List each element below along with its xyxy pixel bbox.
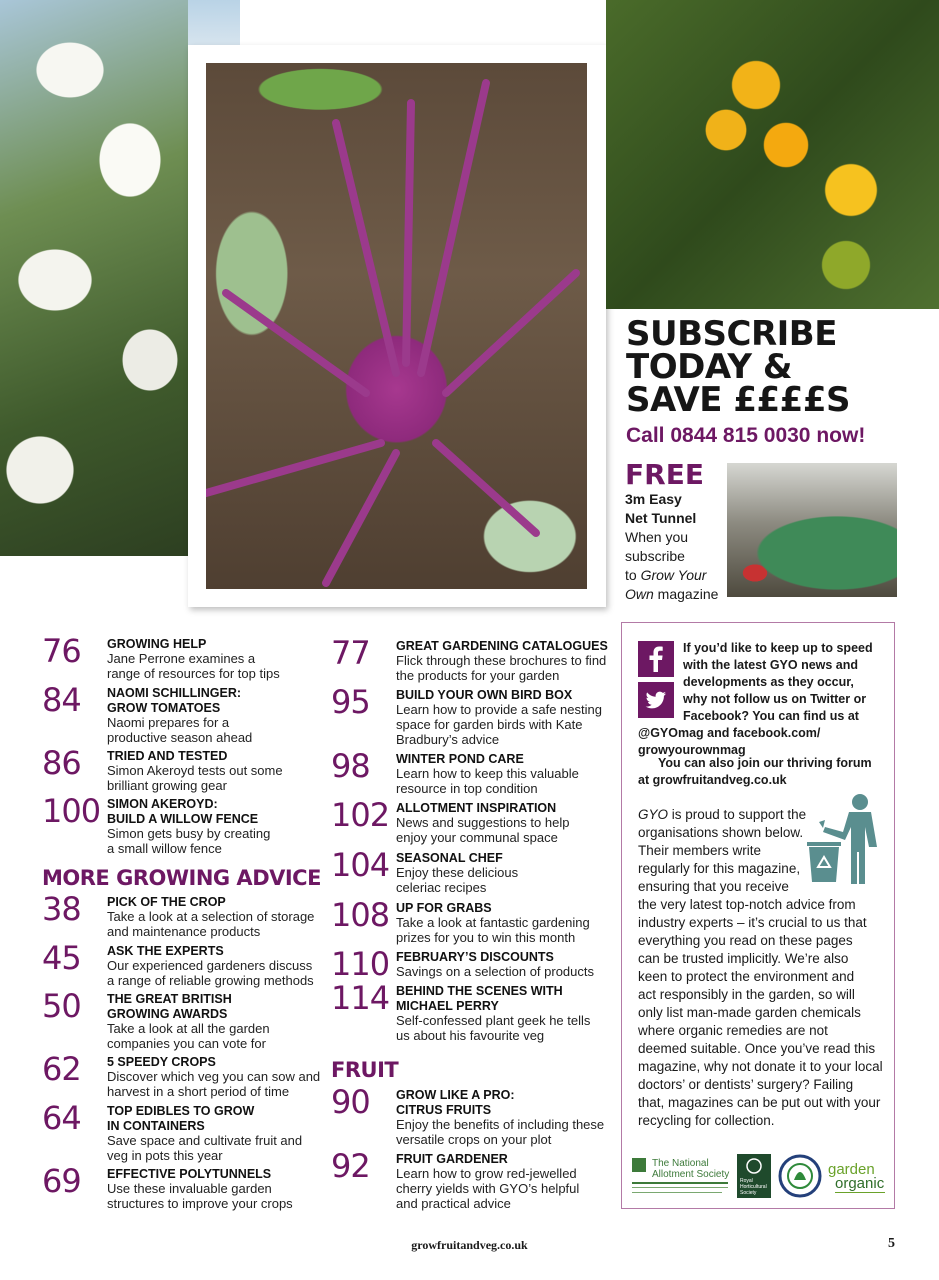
entry-title-line: BUILD A WILLOW FENCE (107, 812, 259, 826)
offer-text-fragment: magazine (653, 586, 719, 602)
entry-title (107, 749, 337, 764)
entry-description (396, 915, 616, 945)
entry-description (396, 964, 616, 979)
page-number-label: 104 (331, 846, 390, 884)
entry-desc-line: harvest in a short period of time (107, 1084, 290, 1099)
blossom-photo (0, 0, 188, 556)
organisation-logos (630, 1150, 890, 1200)
social-text-line: why not follow us on Twitter or (683, 692, 867, 706)
support-text-line: keen to protect the environment and (638, 969, 855, 984)
offer-free-label: FREE (625, 458, 704, 491)
entry-title (396, 950, 626, 965)
offer-product (625, 490, 725, 528)
page-number-label: 110 (331, 945, 390, 983)
support-text-fragment: is proud to support the (668, 807, 807, 822)
entry-description (107, 1069, 342, 1099)
entry-title (396, 639, 626, 654)
entry-title-line: TOP EDIBLES TO GROW (107, 1104, 255, 1118)
offer-text-italic: Grow Your (640, 567, 707, 583)
entry-title (396, 1152, 626, 1167)
entry-desc-line: Enjoy the benefits of including these (396, 1117, 605, 1132)
entry-description (107, 826, 332, 856)
entry-desc-line: Jane Perrone examines a (107, 651, 256, 666)
support-text-line: recycling for collection. (638, 1113, 775, 1128)
entry-title-line: GROWING AWARDS (107, 1007, 228, 1021)
entry-title (396, 752, 626, 767)
entry-title-line: ASK THE EXPERTS (107, 944, 224, 958)
support-text-line: act responsibly in the garden, so will (638, 987, 855, 1002)
entry-title (107, 1104, 337, 1134)
forum-text (638, 755, 878, 789)
forum-text-line: You can also join our thriving forum (658, 756, 872, 770)
entry-title-line: SIMON AKEROYD: (107, 797, 218, 811)
entry-title (107, 1055, 337, 1070)
gyo-italic: GYO (638, 807, 669, 822)
social-text-line: Facebook? You can find us at (683, 709, 859, 723)
support-text-line: organisations shown below. (638, 825, 804, 840)
subscribe-heading-line: SUBSCRIBE (626, 314, 837, 354)
entry-title-line: MICHAEL PERRY (396, 999, 499, 1013)
support-text-line: where organic remedies are not (638, 1023, 828, 1038)
offer-product-line: 3m Easy (625, 491, 682, 507)
entry-title-line: 5 SPEEDY CROPS (107, 1055, 216, 1069)
allotment-association-badge-logo (780, 1156, 820, 1196)
entry-desc-line: versatile crops on your plot (396, 1132, 552, 1147)
garden-organic-line2: organic (835, 1175, 885, 1192)
entry-desc-line: Our experienced gardeners discuss (107, 958, 313, 973)
rhs-logo-line1: Royal (740, 1178, 753, 1184)
garden-organic-logo (828, 1161, 885, 1193)
subscribe-heading (626, 314, 926, 420)
entry-title-line: FEBRUARY’S DISCOUNTS (396, 950, 554, 964)
kohlrabi-stems (206, 63, 587, 589)
entry-title (396, 851, 626, 866)
support-text-line: ensuring that you receive (638, 879, 789, 894)
nas-logo-line2: Allotment Society (652, 1169, 730, 1180)
entry-description (107, 1021, 332, 1051)
entry-description (396, 766, 616, 796)
entry-desc-line: Discover which veg you can sow and (107, 1069, 321, 1084)
rhs-logo-line2: Horticultural (740, 1184, 767, 1190)
entry-title-line: GROWING HELP (107, 637, 207, 651)
support-text-line: that, magazines can be put out with your (638, 1095, 881, 1110)
entry-desc-line: Simon gets busy by creating (107, 826, 271, 841)
entry-desc-line: Learn how to keep this valuable (396, 766, 579, 781)
entry-title (396, 901, 626, 916)
entry-title-line: GREAT GARDENING CATALOGUES (396, 639, 608, 653)
entry-desc-line: companies you can vote for (107, 1036, 266, 1051)
page-number-label: 50 (42, 987, 81, 1025)
entry-title-line: BUILD YOUR OWN BIRD BOX (396, 688, 573, 702)
entry-title-line: GROW TOMATOES (107, 701, 221, 715)
entry-description (107, 1181, 332, 1211)
offer-text (625, 528, 725, 604)
garden-organic-line1: garden (828, 1161, 875, 1178)
entry-title (107, 797, 337, 827)
page-number: 5 (888, 1236, 895, 1251)
offer-text-line (625, 585, 725, 604)
entry-desc-line: cherry yields with GYO’s helpful (396, 1181, 580, 1196)
entry-desc-line: space for garden birds with Kate (396, 717, 583, 732)
entry-title-line: IN CONTAINERS (107, 1119, 205, 1133)
entry-desc-line: a range of reliable growing methods (107, 973, 314, 988)
entry-description (396, 1166, 621, 1211)
entry-description (396, 865, 616, 895)
subscribe-phone-cta[interactable]: Call 0844 815 0030 now! (626, 424, 866, 447)
entry-title (396, 984, 626, 1014)
entry-desc-line: Flick through these brochures to find (396, 653, 607, 668)
entry-desc-line: Self-confessed plant geek he tells (396, 1013, 591, 1028)
entry-description (107, 909, 342, 939)
entry-desc-line: Naomi prepares for a (107, 715, 230, 730)
blossom-photo-strip (188, 0, 240, 45)
offer-text-line (625, 566, 725, 585)
support-text-line: regularly for this magazine, (638, 861, 801, 876)
entry-desc-line: Learn how to grow red-jewelled (396, 1166, 577, 1181)
entry-desc-line: News and suggestions to help (396, 815, 570, 830)
entry-desc-line: and maintenance products (107, 924, 261, 939)
kohlrabi-photo (206, 63, 587, 589)
social-text-line: If you’d like to keep up to speed (683, 641, 873, 655)
entry-desc-line: range of resources for top tips (107, 666, 280, 681)
entry-title-line: SEASONAL CHEF (396, 851, 503, 865)
entry-description (396, 653, 616, 683)
support-text-line: Their members write (638, 843, 762, 858)
entry-desc-line: Bradbury’s advice (396, 732, 500, 747)
support-text-line: everything you read on these pages (638, 933, 853, 948)
entry-description (107, 763, 332, 793)
support-text-line: industry experts – it’s crucial to us that (638, 915, 867, 930)
entry-description (396, 702, 616, 747)
page-number-label: 76 (42, 632, 81, 670)
offer-text-line: When you (625, 529, 689, 545)
entry-desc-line: the products for your garden (396, 668, 560, 683)
rhs-logo (737, 1154, 771, 1198)
entry-desc-line: structures to improve your crops (107, 1196, 293, 1211)
entry-desc-line: productive season ahead (107, 730, 253, 745)
tomatoes-photo (606, 0, 939, 309)
entry-title-line: PICK OF THE CROP (107, 895, 226, 909)
page-number-label: 62 (42, 1050, 81, 1088)
offer-text-italic: Own (625, 586, 654, 602)
support-text-line: the very latest top-notch advice from (638, 897, 856, 912)
offer-product-line: Net Tunnel (625, 510, 697, 526)
social-handle-line[interactable]: @GYOmag and facebook.com/ (638, 726, 821, 740)
entry-title-line: EFFECTIVE POLYTUNNELS (107, 1167, 272, 1181)
social-text-line: with the latest GYO news and (683, 658, 859, 672)
entry-desc-line: enjoy your communal space (396, 830, 558, 845)
entry-title-line: NAOMI SCHILLINGER: (107, 686, 242, 700)
support-text-line: only list man-made garden chemicals (638, 1005, 861, 1020)
page-number-label: 102 (331, 796, 390, 834)
entry-description (107, 715, 332, 745)
entry-desc-line: celeriac recipes (396, 880, 487, 895)
page-number-label: 95 (331, 683, 370, 721)
net-tunnel-photo (727, 463, 897, 597)
entry-title-line: FRUIT GARDENER (396, 1152, 508, 1166)
page-number-label: 45 (42, 939, 81, 977)
entry-desc-line: Use these invaluable garden (107, 1181, 272, 1196)
support-text-line: doctors’ or dentists’ surgery? Failing (638, 1077, 854, 1092)
social-follow-text (638, 640, 878, 759)
entry-desc-line: Take a look at a selection of storage (107, 909, 315, 924)
entry-desc-line: Savings on a selection of products (396, 964, 595, 979)
section-heading-more-growing-advice: MORE GROWING ADVICE (42, 866, 321, 890)
subscribe-heading-line: SAVE ££££S (626, 380, 850, 420)
page-number-label: 98 (331, 747, 370, 785)
entry-description (107, 651, 332, 681)
section-heading-fruit: FRUIT (331, 1058, 399, 1082)
entry-desc-line: Simon Akeroyd tests out some (107, 763, 283, 778)
entry-title (107, 686, 337, 716)
social-text-line: developments as they occur, (683, 675, 854, 689)
forum-link[interactable]: at growfruitandveg.co.uk (638, 773, 787, 787)
entry-description (396, 1013, 616, 1043)
entry-title-line: THE GREAT BRITISH (107, 992, 232, 1006)
offer-text-fragment: to (625, 567, 641, 583)
page-number-label: 77 (331, 634, 370, 672)
support-text-line: magazine, why not donate it to your local (638, 1059, 883, 1074)
entry-desc-line: and practical advice (396, 1196, 511, 1211)
footer-url[interactable]: growfruitandveg.co.uk (411, 1238, 528, 1252)
recycle-person-icon (805, 792, 890, 887)
entry-description (396, 1117, 621, 1147)
offer-text-line: subscribe (625, 548, 685, 564)
entry-description (107, 1133, 342, 1163)
entry-desc-line: Enjoy these delicious (396, 865, 519, 880)
page-number-label: 108 (331, 896, 390, 934)
entry-desc-line: Take a look at all the garden (107, 1021, 270, 1036)
page-number-label: 100 (42, 792, 101, 830)
entry-title (107, 1167, 337, 1182)
page-number-label: 84 (42, 681, 81, 719)
entry-desc-line: a small willow fence (107, 841, 222, 856)
entry-title (107, 992, 337, 1022)
entry-desc-line: Learn how to provide a safe nesting (396, 702, 602, 717)
entry-title-line: GROW LIKE A PRO: (396, 1088, 515, 1102)
social-handle-line[interactable]: growyourownmag (638, 743, 746, 757)
entry-desc-line: us about his favourite veg (396, 1028, 545, 1043)
entry-title (396, 688, 626, 703)
entry-title-line: BEHIND THE SCENES WITH (396, 984, 563, 998)
support-text-line: deemed suitable. Once you’ve read this (638, 1041, 876, 1056)
entry-description (396, 815, 616, 845)
entry-desc-line: veg in pots this year (107, 1148, 223, 1163)
entry-title-line: CITRUS FRUITS (396, 1103, 492, 1117)
entry-description (107, 958, 342, 988)
page-number-label: 69 (42, 1162, 81, 1200)
page-number-label: 90 (331, 1083, 370, 1121)
entry-title-line: WINTER POND CARE (396, 752, 524, 766)
page-number-label: 114 (331, 979, 390, 1017)
entry-title (107, 944, 337, 959)
nas-logo-line1: The National (652, 1158, 709, 1169)
entry-desc-line: resource in top condition (396, 781, 538, 796)
national-allotment-society-logo (632, 1158, 729, 1193)
entry-desc-line: brilliant growing gear (107, 778, 227, 793)
entry-desc-line: Take a look at fantastic gardening (396, 915, 590, 930)
page-number-label: 92 (331, 1147, 370, 1185)
entry-title (107, 637, 337, 652)
entry-title-line: ALLOTMENT INSPIRATION (396, 801, 557, 815)
page-number-label: 64 (42, 1099, 81, 1137)
entry-desc-line: Save space and cultivate fruit and (107, 1133, 303, 1148)
page-number-label: 86 (42, 744, 81, 782)
support-text-line: can be trusted implicitly. We’re also (638, 951, 849, 966)
entry-title (107, 895, 337, 910)
entry-title-line: UP FOR GRABS (396, 901, 492, 915)
entry-title-line: TRIED AND TESTED (107, 749, 228, 763)
entry-title (396, 1088, 626, 1118)
entry-desc-line: prizes for you to win this month (396, 930, 576, 945)
subscribe-heading-line: TODAY & (626, 347, 792, 387)
rhs-logo-line3: Society (740, 1190, 757, 1196)
entry-title (396, 801, 626, 816)
page-number-label: 38 (42, 890, 81, 928)
